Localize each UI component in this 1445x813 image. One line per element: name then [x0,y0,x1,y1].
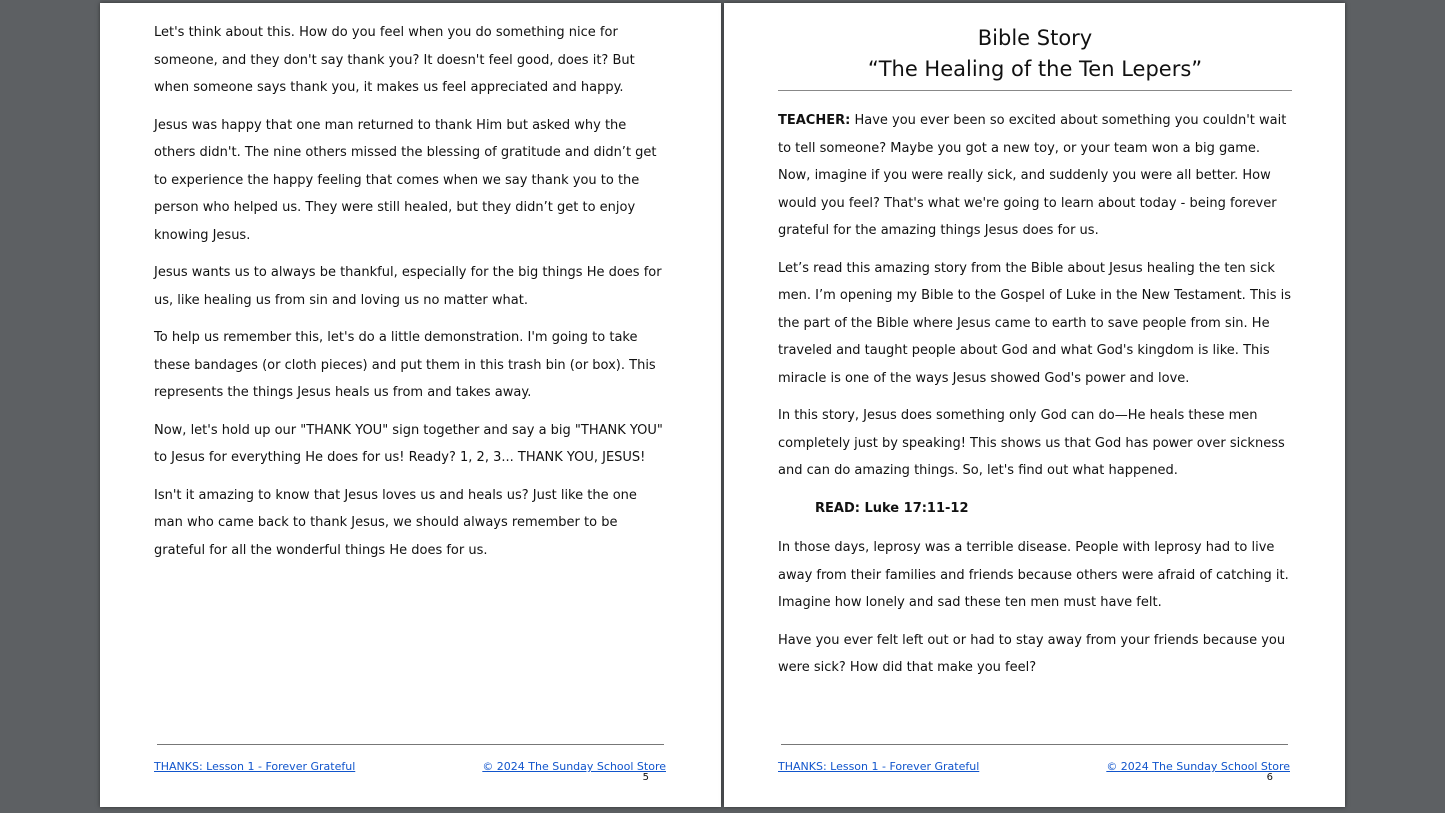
footer-lesson-link[interactable]: THANKS: Lesson 1 - Forever Grateful [154,760,356,773]
page-number: 6 [1266,772,1273,783]
paragraph: Let's think about this. How do you feel when you do something nice for someone, and they don't say thank you? It doesn't feel good, does it? But when someone says thank you, it makes us feel appreciated and happy. [154,25,635,95]
page-6 [724,3,1345,807]
page-title [778,23,1292,85]
teacher-paragraph [778,107,1292,245]
paragraph: In those days, leprosy was a terrible disease. People with leprosy had to live away from their families and friends because others were afraid of catching it. Imagine how lonely and sad these ten men must have felt. [778,540,1289,610]
paragraph: In this story, Jesus does something only God can do—He heals these men completely just by speaking! This shows us that God has power over sickness and can do amazing things. So, let's find out what happened. [778,408,1285,478]
title-line-1: Bible Story [977,26,1093,50]
paragraph: Now, let's hold up our "THANK YOU" sign together and say a big "THANK YOU" to Jesus for everything He does for us! Ready? 1, 2, 3... THANK YOU, JESUS! [154,422,663,465]
paragraph: Have you ever felt left out or had to stay away from your friends because you were sick? How did that make you feel? [778,632,1286,675]
paragraph: Let’s read this amazing story from the Bible about Jesus healing the ten sick men. I’m opening my Bible to the Gospel of Luke in the New Testament. This is the part of the Bible where Jesus came to earth to save people from sin. He traveled and taught people about God and what God's kingdom is like. This miracle is one of the ways Jesus showed God's power and love. [778,260,1292,386]
paragraph: Jesus was happy that one man returned to thank Him but asked why the others didn't. The nine others missed the blessing of gratitude and didn’t get to experience the happy feeling that comes when we say thank you to the person who helped us. They were still healed, but they didn’t get to enjoy knowing Jesus. [154,117,657,243]
footer-copyright-link[interactable]: © 2024 The Sunday School Store [482,760,666,773]
page-5-body [154,19,668,574]
title-divider [778,90,1292,91]
footer-lesson-link[interactable]: THANKS: Lesson 1 - Forever Grateful [778,760,980,773]
scripture-reference: READ: Luke 17:11-12 [815,500,969,516]
page-6-body [778,107,1292,692]
page-number: 5 [642,772,649,783]
footer-divider [157,744,664,745]
title-line-2: “The Healing of the Ten Lepers” [867,57,1203,81]
footer-divider [781,744,1288,745]
paragraph: Isn't it amazing to know that Jesus loves us and heals us? Just like the one man who came back to thank Jesus, we should always remember to be grateful for all the wonderful things He does for us. [154,487,637,558]
paragraph: To help us remember this, let's do a little demonstration. I'm going to take these bandages (or cloth pieces) and put them in this trash bin (or box). This represents the things Jesus heals us from and takes away. [154,330,656,400]
teacher-label: TEACHER: [778,113,851,128]
page-5 [100,3,721,807]
teacher-text: Have you ever been so excited about something you couldn't wait to tell someone? Maybe you got a new toy, or your team won a big game. Now, imagine if you were really sick, and suddenly you were all better. How would you feel? That's what we're going to learn about today - being forever grateful for the amazing things Jesus does for us. [778,113,1287,238]
paragraph: Jesus wants us to always be thankful, especially for the big things He does for us, like healing us from sin and loving us no matter what. [154,265,662,308]
footer-copyright-link[interactable]: © 2024 The Sunday School Store [1106,760,1290,773]
